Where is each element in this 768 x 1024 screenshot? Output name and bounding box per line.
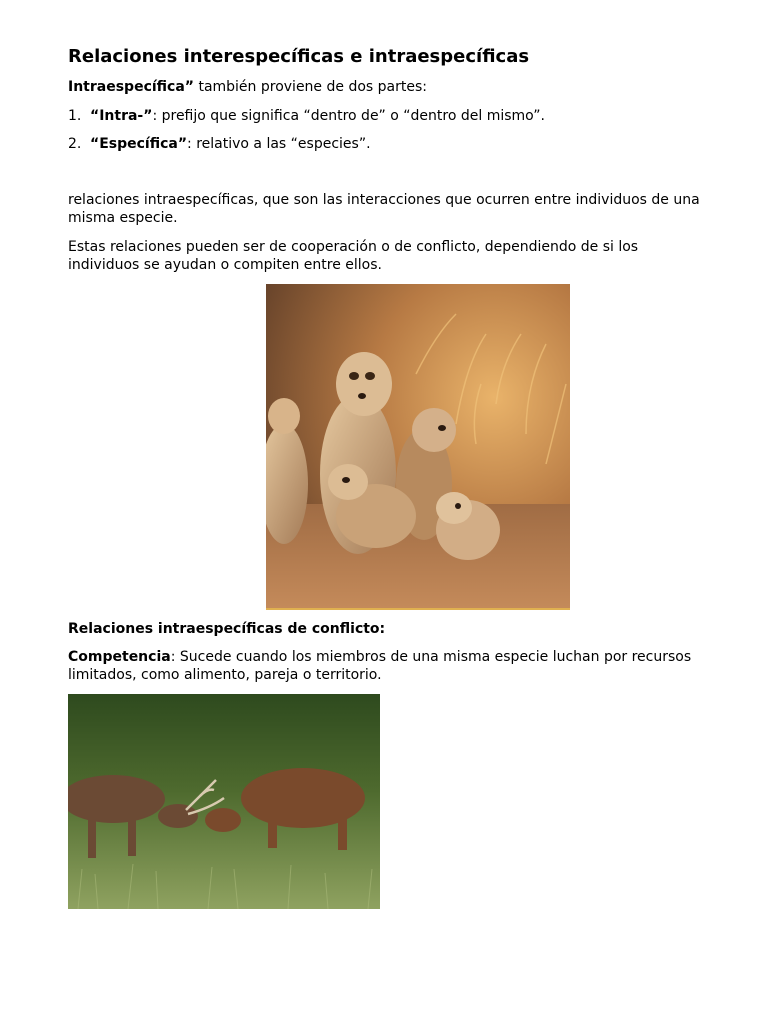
- competencia-term: Competencia: [68, 649, 171, 665]
- competencia-text: : Sucede cuando los miembros de una misma especie luchan por recursos limitados, como alimento, pareja o territorio.: [68, 649, 692, 683]
- list-term: “Específica”: [90, 136, 188, 152]
- intro-paragraph: [68, 78, 708, 96]
- page-title: Relaciones interespecíficas e intraespecíficas: [68, 46, 530, 67]
- list-item: [68, 135, 708, 153]
- intro-term: Intraespecífica”: [68, 79, 194, 95]
- list-text: : prefijo que significa “dentro de” o “dentro del mismo”.: [152, 108, 545, 124]
- section-heading: Relaciones intraespecíficas de conflicto:: [68, 621, 386, 637]
- paragraph-definition: relaciones intraespecíficas, que son las interacciones que ocurren entre individuos de una misma especie.: [68, 192, 700, 226]
- list-term: “Intra-”: [90, 108, 153, 124]
- intro-text: también proviene de dos partes:: [194, 79, 427, 95]
- list-number: 2.: [68, 136, 82, 152]
- list-text: : relativo a las “especies”.: [187, 136, 371, 152]
- list-number: 1.: [68, 108, 82, 124]
- meerkat-family-photo: [266, 284, 570, 610]
- competencia-paragraph: [68, 648, 708, 684]
- deer-fighting-photo: [68, 694, 380, 909]
- paragraph-types: Estas relaciones pueden ser de cooperación o de conflicto, dependiendo de si los individuos se ayudan o compiten entre ellos.: [68, 239, 639, 273]
- list-item: [68, 107, 708, 125]
